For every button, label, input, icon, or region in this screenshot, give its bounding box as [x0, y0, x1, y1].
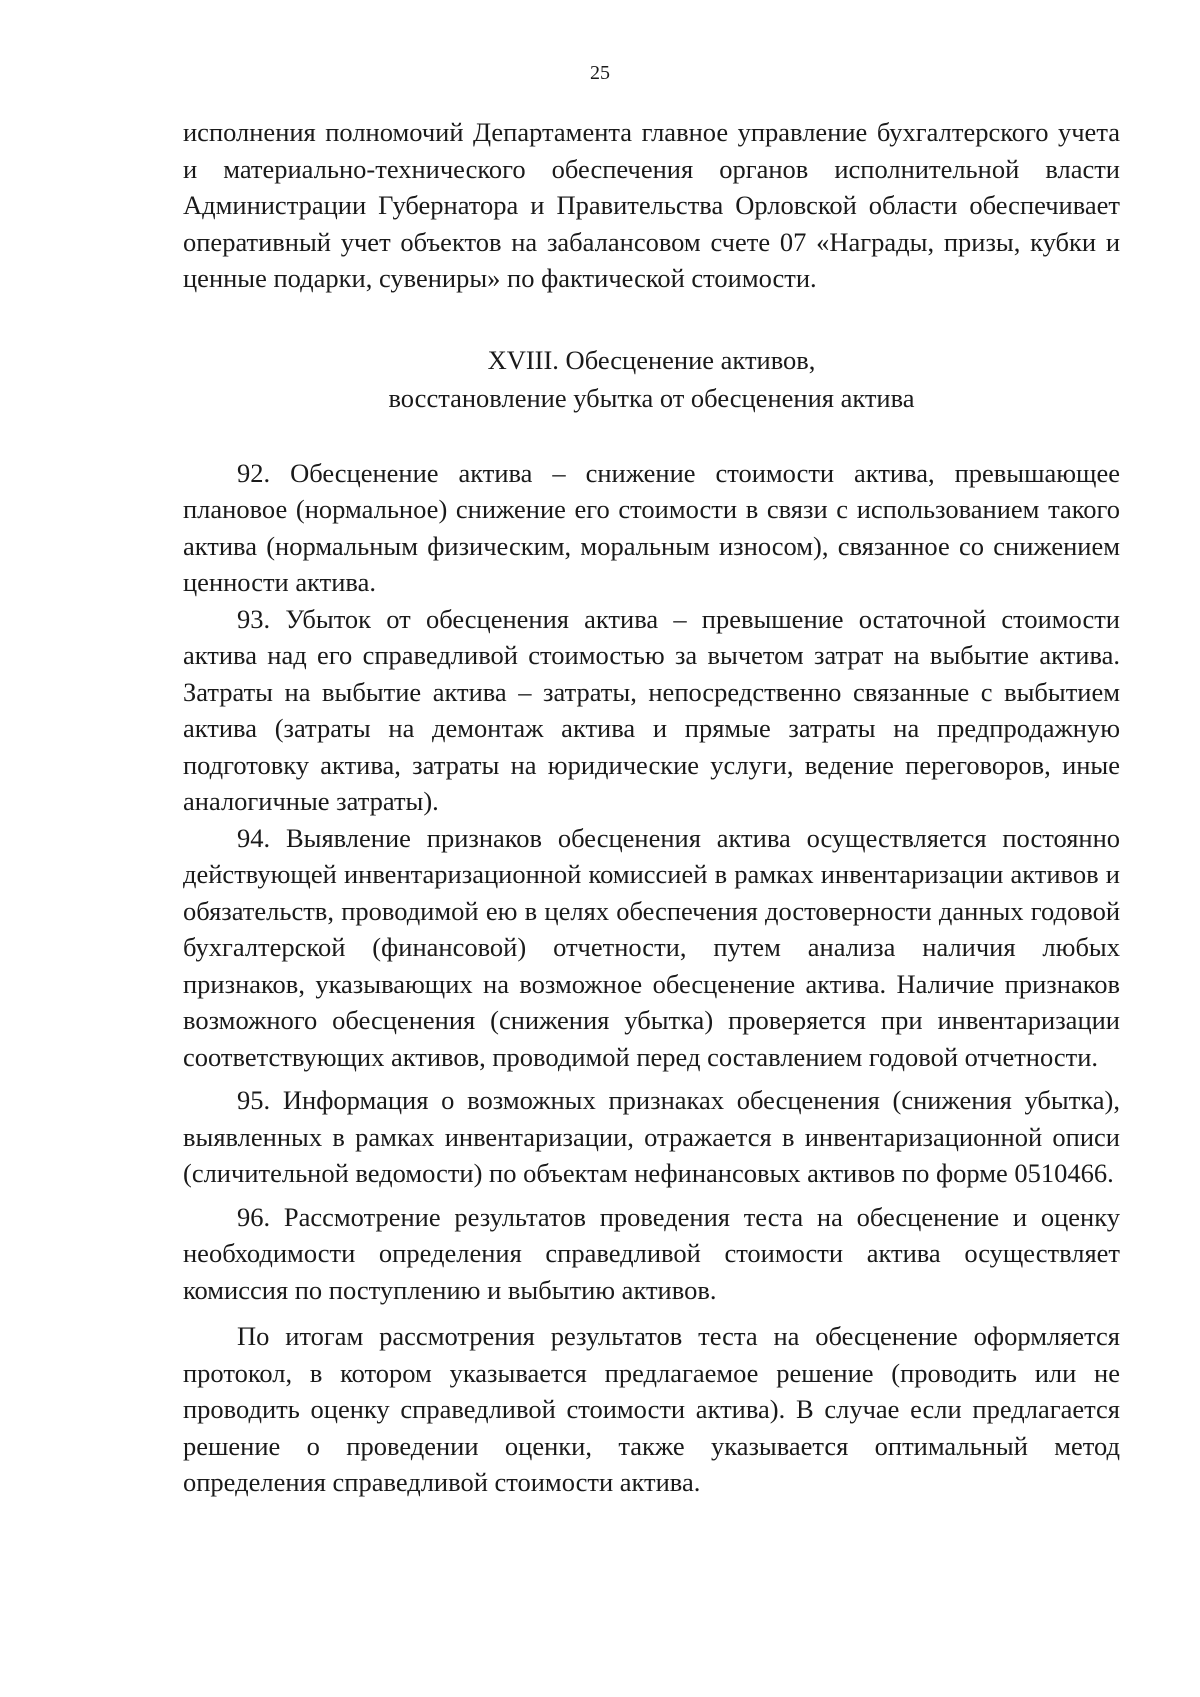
section-heading-line-2: восстановление убытка от обесценения актива: [388, 382, 915, 413]
section-heading-line-1: XVIII. Обесценение активов,: [487, 344, 816, 375]
paragraph-92: 92. Обесценение актива – снижение стоимости актива, превышающее плановое (нормальное) снижение его стоимости в связи с использованием такого актива (нормальным физическим, моральным износом), связанное со снижением ценности актива.: [183, 457, 1120, 597]
section-heading: [183, 341, 1120, 417]
page-number: 25: [590, 62, 610, 84]
paragraph-protocol: По итогам рассмотрения результатов теста на обесценение оформляется протокол, в котором указывается предлагаемое решение (проводить или не проводить оценку справедливой стоимости актива). В случае если предлагается решение о проведении оценки, также указывается оптимальный метод определения справедливой стоимости актива.: [183, 1321, 1120, 1497]
paragraph-93: 93. Убыток от обесценения актива – превышение остаточной стоимости актива над его справедливой стоимостью за вычетом затрат на выбытие актива. Затраты на выбытие актива – затраты, непосредственно связанные с выбытием актива (затраты на демонтаж актива и прямые затраты на предпродажную подготовку актива, затраты на юридические услуги, ведение переговоров, иные аналогичные затраты).: [183, 603, 1120, 816]
document-body: [183, 114, 1120, 1501]
intro-paragraph: исполнения полномочий Департамента главное управление бухгалтерского учета и материально-технического обеспечения органов исполнительной власти Администрации Губернатора и Правительства Орловской области обеспечивает оперативный учет объектов на забалансовом счете 07 «Награды, призы, кубки и ценные подарки, сувениры» по фактической стоимости.: [183, 117, 1120, 293]
paragraph-95: 95. Информация о возможных признаках обесценения (снижения убытка), выявленных в рамках инвентаризации, отражается в инвентаризационной описи (сличительной ведомости) по объектам нефинансовых активов по форме 0510466.: [183, 1085, 1120, 1188]
paragraph-96: 96. Рассмотрение результатов проведения теста на обесценение и оценку необходимости определения справедливой стоимости актива осуществляет комиссия по поступлению и выбытию активов.: [183, 1201, 1120, 1305]
paragraph-94: 94. Выявление признаков обесценения актива осуществляется постоянно действующей инвентаризационной комиссией в рамках инвентаризации активов и обязательств, проводимой ею в целях обеспечения достоверности данных годовой бухгалтерской (финансовой) отчетности, путем анализа наличия любых признаков, указывающих на возможное обесценение актива. Наличие признаков возможного обесценения (снижения убытка) проверяется при инвентаризации соответствующих активов, проводимой перед составлением годовой отчетности.: [183, 822, 1120, 1072]
